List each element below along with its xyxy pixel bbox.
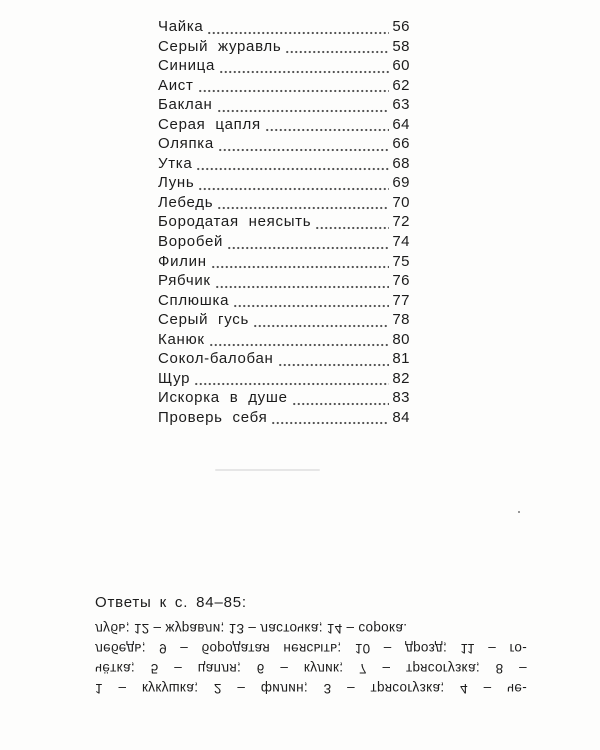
dot-leader xyxy=(233,291,389,311)
toc-entry-title: Воробей xyxy=(158,233,224,251)
toc-entry xyxy=(158,154,410,174)
toc-entry xyxy=(158,369,410,389)
toc-entry xyxy=(158,37,410,57)
answer-line: лебедь; 9 – бородатая неясыть; 10 – дрозд; 11 – го- xyxy=(95,641,527,656)
toc-entry xyxy=(158,252,410,272)
answer-line: чётка; 5 – цапля; 6 – кулик; 7 – трясогузка; 8 – xyxy=(95,661,527,676)
dot-leader xyxy=(315,212,389,232)
dot-leader xyxy=(211,252,389,272)
toc-entry-title: Серый гусь xyxy=(158,311,249,329)
toc-entry-title: Утка xyxy=(158,154,193,172)
toc-entry xyxy=(158,115,410,135)
toc-entry-page: 60 xyxy=(392,57,410,75)
toc-entry-title: Щур xyxy=(158,369,191,387)
toc-entry xyxy=(158,271,410,291)
toc-entry-title: Проверь себя xyxy=(158,408,268,426)
toc-entry-page: 78 xyxy=(392,311,410,329)
answer-line: лубь; 12 – журавли; 13 – ласточка; 14 – сорока. xyxy=(95,621,408,636)
toc-entry xyxy=(158,310,410,330)
toc-entry-page: 62 xyxy=(392,76,410,94)
toc-entry-title: Канюк xyxy=(158,330,205,348)
toc-entry xyxy=(158,388,410,408)
scan-speck xyxy=(518,511,520,513)
dot-leader xyxy=(196,154,389,174)
dot-leader xyxy=(219,56,389,76)
scan-smudge xyxy=(215,469,320,471)
toc-entry-page: 77 xyxy=(392,291,410,309)
toc-entry xyxy=(158,76,410,96)
dot-leader xyxy=(194,369,389,389)
toc-entry xyxy=(158,173,410,193)
dot-leader xyxy=(227,232,389,252)
dot-leader xyxy=(253,310,389,330)
dot-leader xyxy=(271,408,389,428)
toc-entry-title: Искорка в душе xyxy=(158,389,288,407)
toc-entry-page: 84 xyxy=(392,408,410,426)
toc-entry-title: Синица xyxy=(158,57,216,75)
toc-entry-page: 80 xyxy=(392,330,410,348)
toc-entry-page: 76 xyxy=(392,272,410,290)
dot-leader xyxy=(278,349,390,369)
answers-block-inverted xyxy=(95,618,527,698)
dot-leader xyxy=(198,173,389,193)
dot-leader xyxy=(198,76,389,96)
toc-entry xyxy=(158,134,410,154)
toc-entry-title: Сплюшка xyxy=(158,291,230,309)
answers-heading: Ответы к с. 84–85: xyxy=(95,594,247,611)
toc-entry-page: 72 xyxy=(392,213,410,231)
toc-entry-title: Оляпка xyxy=(158,135,214,153)
toc-entry-page: 82 xyxy=(392,369,410,387)
toc-entry-title: Лунь xyxy=(158,174,195,192)
toc-entry-page: 81 xyxy=(392,350,410,368)
toc-list xyxy=(158,17,410,427)
toc-entry xyxy=(158,193,410,213)
dot-leader xyxy=(218,134,389,154)
toc-entry-title: Филин xyxy=(158,252,207,270)
dot-leader xyxy=(209,330,389,350)
toc-entry xyxy=(158,349,410,369)
toc-entry xyxy=(158,56,410,76)
toc-entry xyxy=(158,408,410,428)
toc-entry-page: 68 xyxy=(392,154,410,172)
toc-entry xyxy=(158,291,410,311)
toc-entry xyxy=(158,330,410,350)
toc-entry-title: Сокол-балобан xyxy=(158,350,274,368)
toc-entry-page: 66 xyxy=(392,135,410,153)
toc-entry-page: 83 xyxy=(392,389,410,407)
toc-entry-title: Бородатая неясыть xyxy=(158,213,312,231)
toc-entry-page: 64 xyxy=(392,115,410,133)
toc-entry-title: Чайка xyxy=(158,18,204,35)
dot-leader xyxy=(292,388,389,408)
answer-line: 1 – кукушка; 2 – филин; 3 – трясогузка; 4 – че- xyxy=(95,681,527,696)
toc-entry xyxy=(158,17,410,37)
toc-entry-title: Аист xyxy=(158,76,194,94)
toc-entry xyxy=(158,232,410,252)
dot-leader xyxy=(285,37,389,57)
toc-entry-page: 58 xyxy=(392,37,410,55)
toc-entry-title: Баклан xyxy=(158,96,213,114)
dot-leader xyxy=(215,271,389,291)
dot-leader xyxy=(207,17,389,37)
toc-entry-page: 56 xyxy=(392,18,410,35)
dot-leader xyxy=(265,115,389,135)
toc-entry-title: Рябчик xyxy=(158,272,211,290)
toc-entry-page: 74 xyxy=(392,233,410,251)
toc-entry xyxy=(158,212,410,232)
toc-entry-page: 75 xyxy=(392,252,410,270)
dot-leader xyxy=(217,95,390,115)
toc-entry-title: Серая цапля xyxy=(158,115,261,133)
toc-entry xyxy=(158,95,410,115)
toc-entry-page: 63 xyxy=(392,96,410,114)
toc-entry-title: Серый журавль xyxy=(158,37,282,55)
toc-entry-title: Лебедь xyxy=(158,193,214,211)
toc-entry-page: 70 xyxy=(392,193,410,211)
toc-entry-page: 69 xyxy=(392,174,410,192)
dot-leader xyxy=(217,193,389,213)
